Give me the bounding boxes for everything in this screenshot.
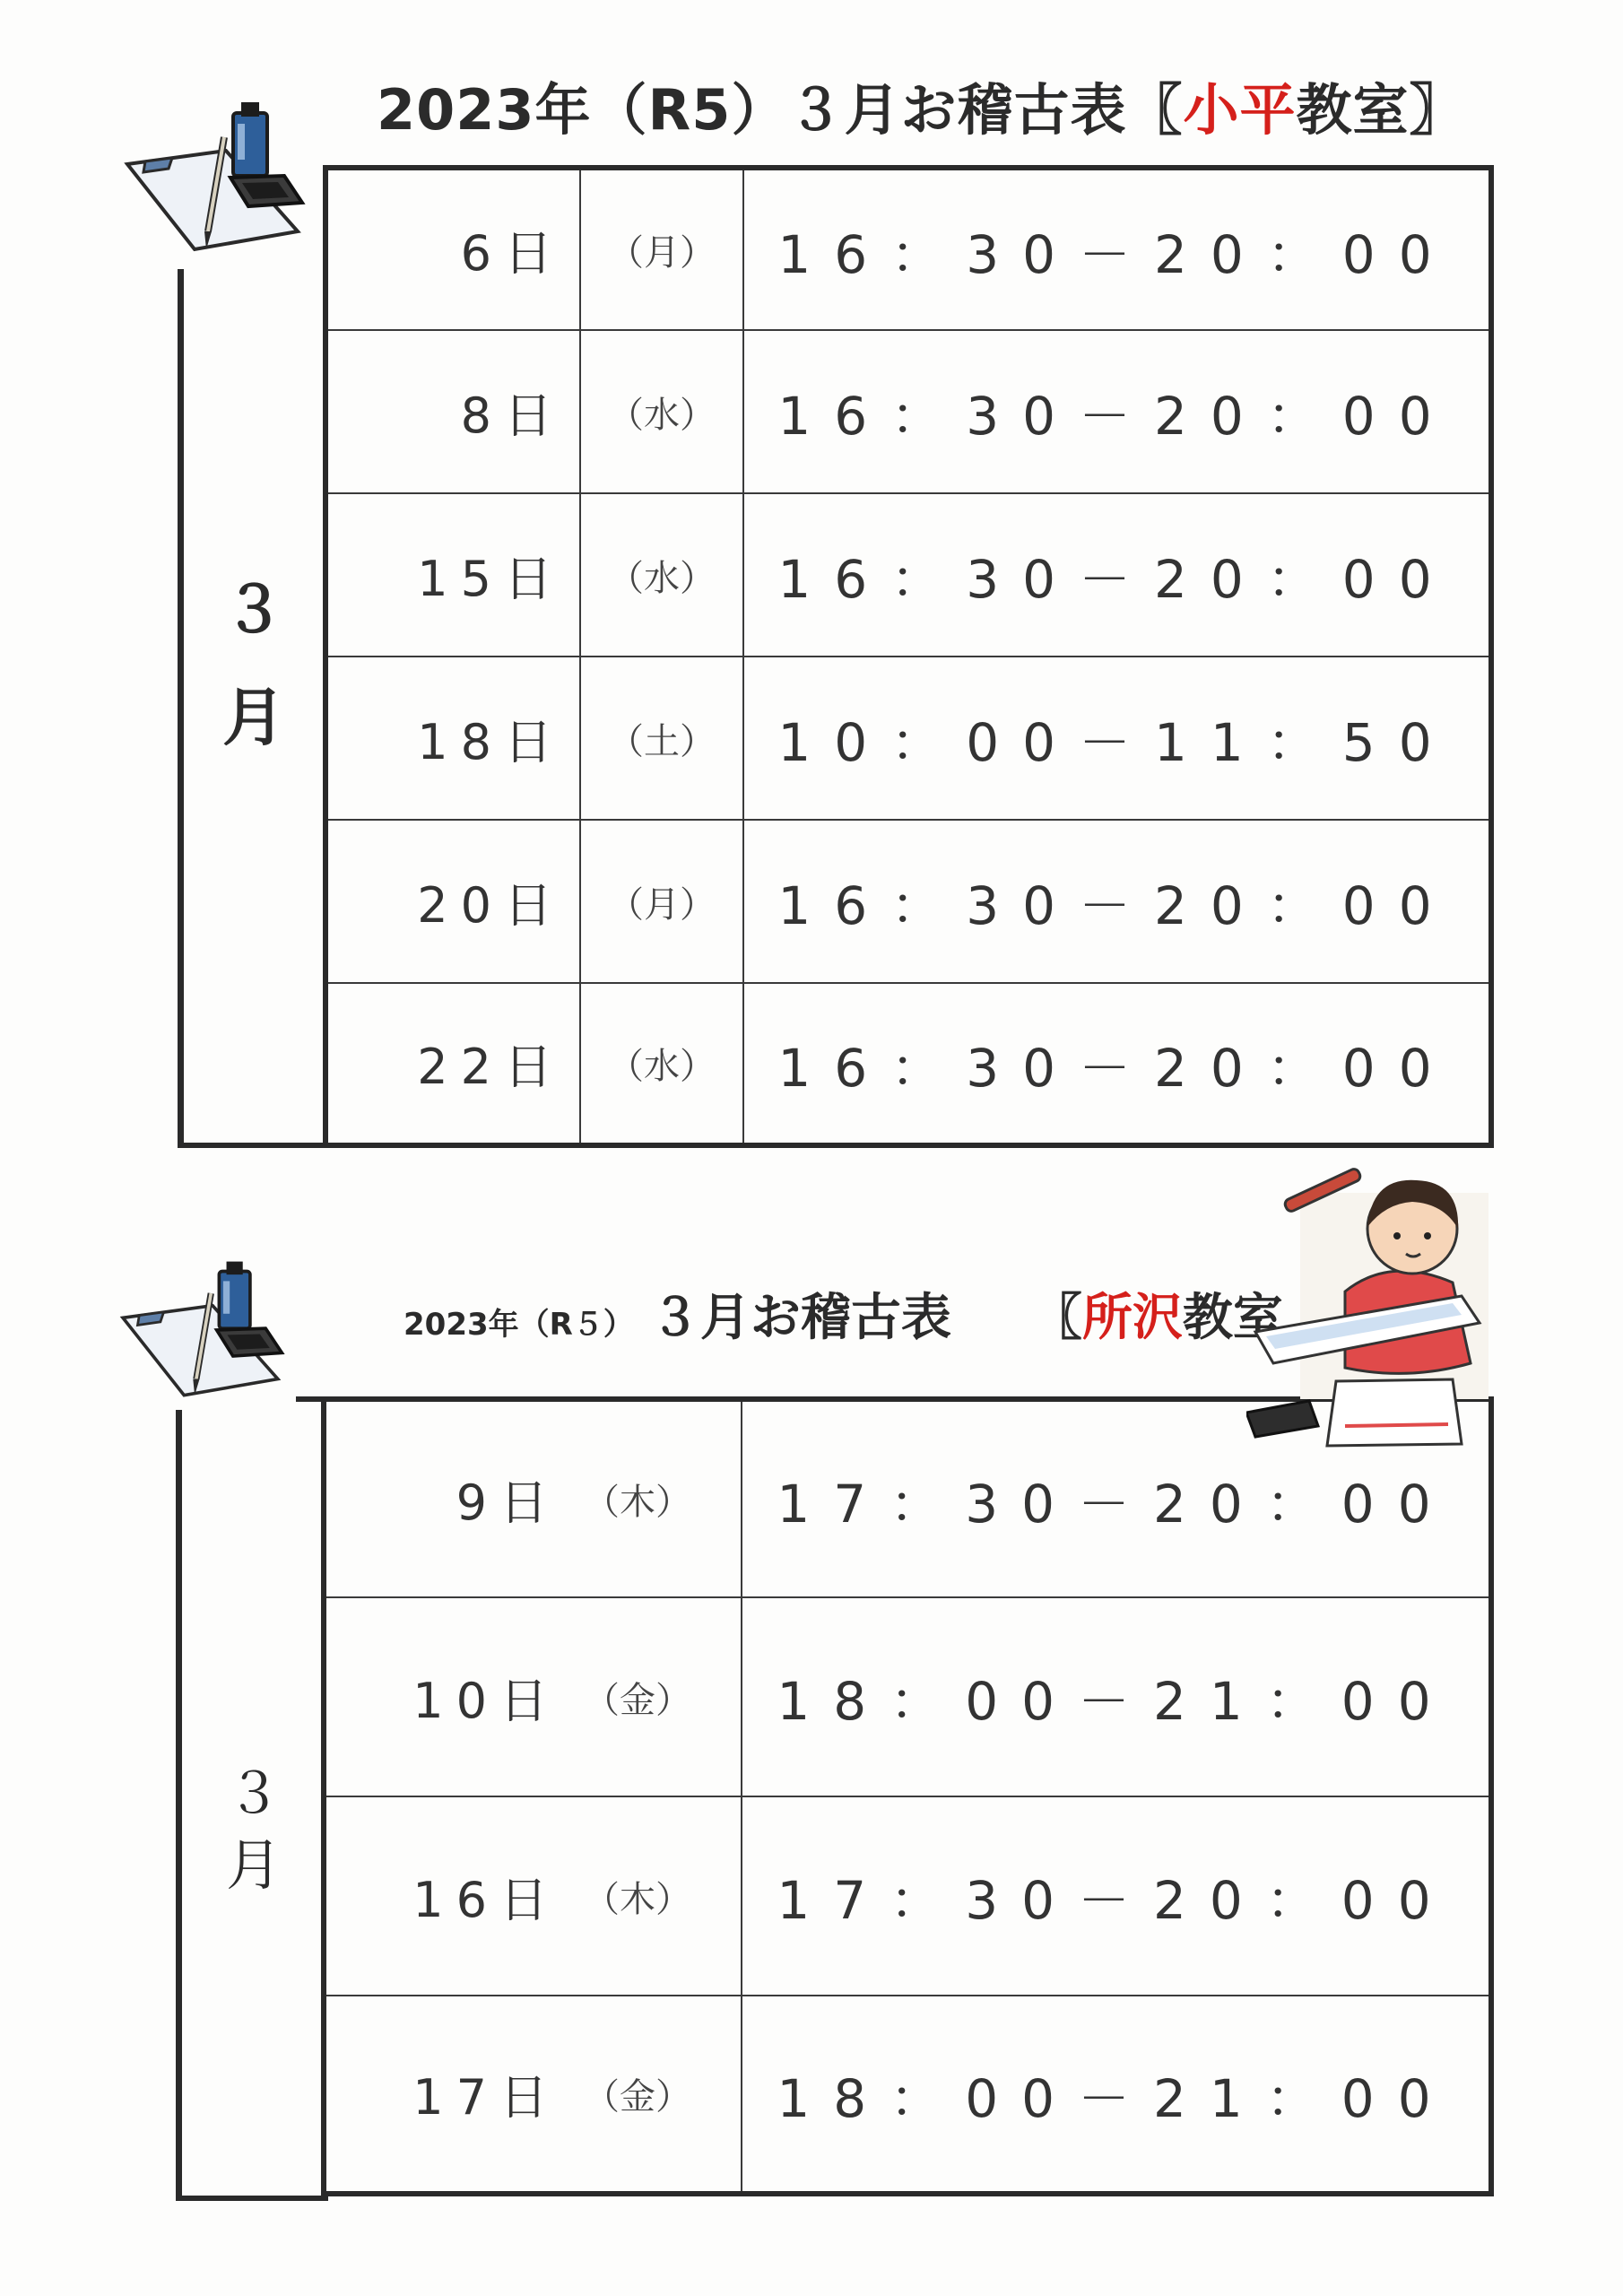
weekday-cell: （月） <box>580 820 743 983</box>
weekday-cell: （水） <box>580 983 743 1145</box>
weekday-cell: （木） <box>575 1399 742 1597</box>
title-main: ３月お稽古表 <box>649 1289 951 1347</box>
title-suffix: 教室〗 <box>1296 77 1466 143</box>
side-bracket-bottom <box>176 2196 328 2201</box>
date-cell: 15日 <box>325 493 580 657</box>
weekday-cell: （金） <box>575 1996 742 2194</box>
title-main: ３月お稽古表〖 <box>787 77 1184 143</box>
title-year: 2023年（R5） <box>377 77 788 143</box>
month-label: ３月 <box>225 1761 282 1898</box>
table-row <box>325 168 1491 330</box>
title-bracket: 〖 <box>1031 1289 1082 1347</box>
time-cell: 18：00－21：00 <box>742 1597 1491 1796</box>
side-bracket-line <box>178 269 184 1148</box>
date-cell: 20日 <box>325 820 580 983</box>
date-cell: 9日 <box>324 1399 575 1597</box>
date-cell: 16日 <box>324 1796 575 1996</box>
time-cell: 17：30－20：00 <box>742 1796 1491 1996</box>
date-cell: 18日 <box>325 657 580 820</box>
calligraphy-supplies-icon <box>118 97 316 267</box>
time-cell: 16：30－20：00 <box>743 983 1491 1145</box>
schedule-table-tokorozawa <box>321 1396 1494 2196</box>
weekday-cell: （水） <box>580 330 743 493</box>
schedule-table-kodaira <box>323 165 1494 1148</box>
table-row <box>325 493 1491 657</box>
date-cell: 10日 <box>324 1597 575 1796</box>
title-school-name: 所沢 <box>1081 1289 1183 1347</box>
side-bracket-bottom <box>178 1143 330 1148</box>
table-row <box>324 1996 1491 2194</box>
time-cell: 16：30－20：00 <box>743 168 1491 330</box>
time-cell: 16：30－20：00 <box>743 493 1491 657</box>
time-cell: 16：30－20：00 <box>743 820 1491 983</box>
calligraphy-supplies-icon <box>115 1256 294 1413</box>
date-cell: 8日 <box>325 330 580 493</box>
weekday-cell: （金） <box>575 1597 742 1796</box>
date-cell: 6日 <box>325 168 580 330</box>
date-cell: 17日 <box>324 1996 575 2194</box>
time-cell: 17：30－20：00 <box>742 1399 1491 1597</box>
month-label <box>222 556 285 771</box>
time-cell: 10：00－11：50 <box>743 657 1491 820</box>
table-row <box>324 1597 1491 1796</box>
page-title-tokorozawa <box>404 1290 1283 1347</box>
time-cell: 16：30－20：00 <box>743 330 1491 493</box>
time-cell: 18：00－21：00 <box>742 1996 1491 2194</box>
table-row <box>325 983 1491 1145</box>
table-row <box>325 820 1491 983</box>
weekday-cell: （木） <box>575 1796 742 1996</box>
weekday-cell: （月） <box>580 168 743 330</box>
month-number: ３ <box>222 573 285 647</box>
table-row <box>324 1796 1491 1996</box>
month-kanji: 月 <box>222 681 285 754</box>
weekday-cell: （土） <box>580 657 743 820</box>
date-cell: 22日 <box>325 983 580 1145</box>
side-bracket-line <box>176 1410 182 2201</box>
table-row <box>325 657 1491 820</box>
title-school-name: 小平 <box>1183 77 1297 143</box>
weekday-cell: （水） <box>580 493 743 657</box>
calligraphy-child-illustration <box>1246 1157 1497 1453</box>
title-suffix: 教室 <box>1182 1289 1283 1347</box>
table-row <box>325 330 1491 493</box>
page-title-kodaira <box>377 79 1466 142</box>
title-year: 2023年（R５） <box>404 1307 634 1343</box>
